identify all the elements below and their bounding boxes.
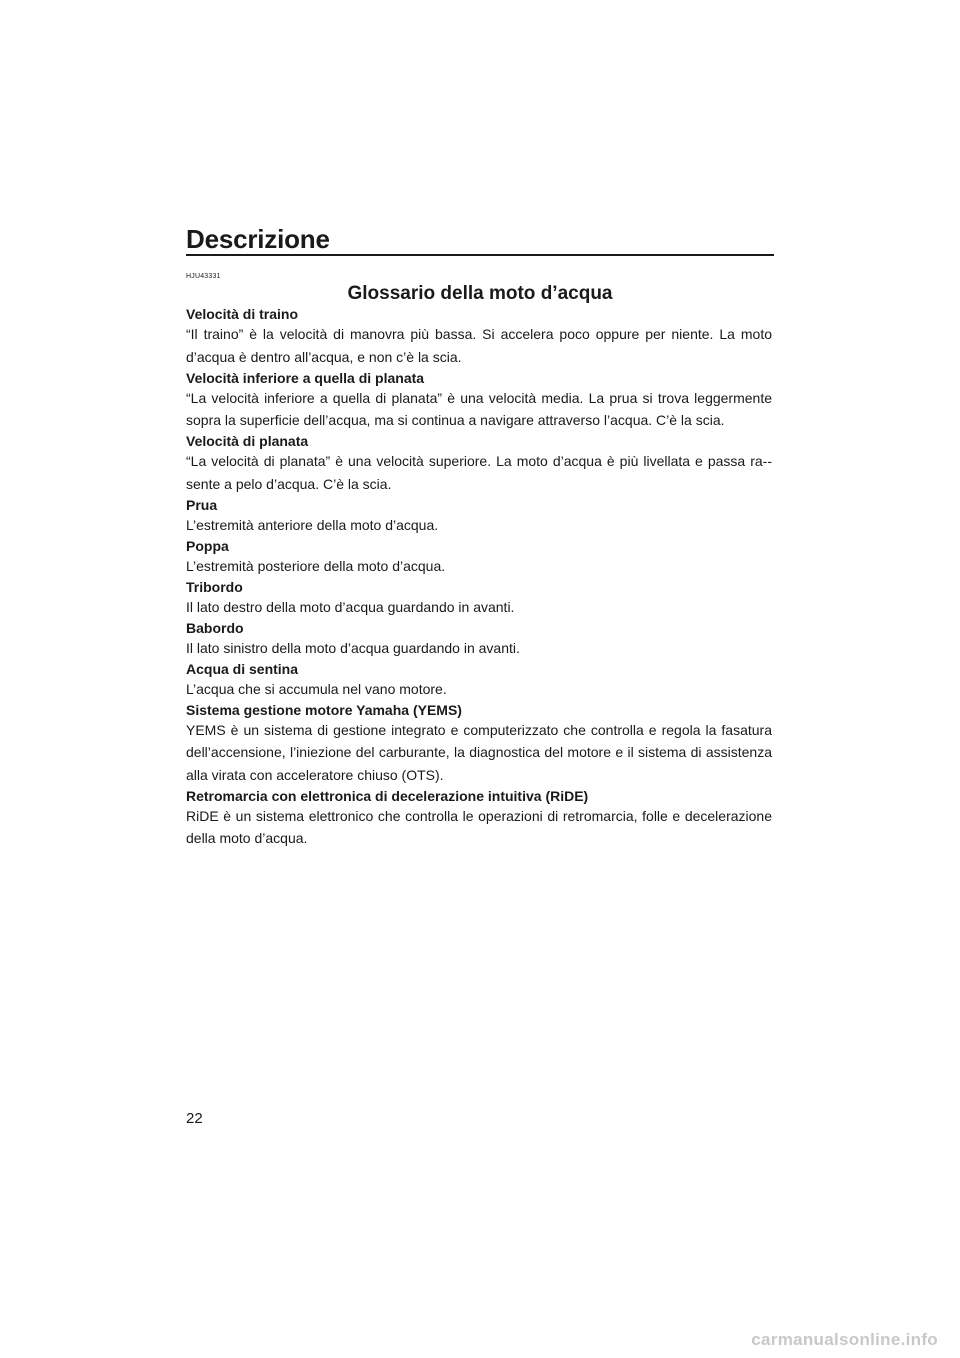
glossary-definition: Il lato destro della moto d’acqua guardando in avanti. [186,598,515,615]
glossary-entry [186,432,772,495]
glossary-definition: “Il traino” è la velocità di manovra più bassa. Si accelera poco oppure per niente. La moto d’acqua è dentro all’acqua, e non c’è la scia. [186,326,772,365]
glossary-definition: L’estremità anteriore della moto d’acqua. [186,516,439,533]
glossary-definition: “La velocità inferiore a quella di planata” è una velocità media. La prua si trova leggermente sopra la superficie dell’acqua, ma si continua a navigare attraverso l’acqua. C’è la scia. [186,389,772,428]
glossary-term: Babordo [186,619,244,636]
glossary-entry [186,537,772,578]
glossary-definition: L’acqua che si accumula nel vano motore. [186,680,447,697]
glossary-entry [186,496,772,537]
glossary-definition: “La velocità di planata” è una velocità superiore. La moto d’acqua è più livellata e passa ra-sente a pelo d’acqua. C’è la scia. [186,453,772,492]
glossary-term: Poppa [186,537,229,554]
glossary-entry [186,578,772,619]
glossary-entry [186,619,772,660]
glossary-term: Acqua di sentina [186,660,299,677]
glossary-term: Retromarcia con elettronica di decelerazione intuitiva (RiDE) [186,787,589,804]
watermark-text: carmanualsonline.info [751,1330,938,1349]
glossary-definition: L’estremità posteriore della moto d’acqua. [186,557,446,574]
glossary-entry [186,660,772,701]
glossary-term: Tribordo [186,578,243,595]
glossary-definition: YEMS è un sistema di gestione integrato e computerizzato che controlla e regola la fasatura dell’accensione, l’iniezione del carburante, la diagnostica del motore e il sistema di assistenza alla virata con acceleratore chiuso (OTS). [186,721,772,783]
glossary-entry [186,305,772,368]
glossary-entry [186,701,772,787]
glossary-definition: Il lato sinistro della moto d’acqua guardando in avanti. [186,639,520,656]
glossary-term: Prua [186,496,218,513]
glossary-term: Velocità di planata [186,433,309,449]
page-section-title: Descrizione [186,224,330,254]
glossary-term: Sistema gestione motore Yamaha (YEMS) [186,701,462,718]
page-number: 22 [186,1110,203,1127]
glossary-term: Velocità di traino [186,306,299,322]
glossary-definition: RiDE è un sistema elettronico che controlla le operazioni di retromarcia, folle e decelerazione della moto d’acqua. [186,807,772,846]
title-divider [186,254,774,256]
glossary-list [186,305,772,850]
glossary-term: Velocità inferiore a quella di planata [186,369,425,386]
glossary-heading: Glossario della moto d’acqua [347,283,613,304]
glossary-entry [186,369,772,432]
glossary-entry [186,787,772,850]
reference-code: HJU43331 [186,273,221,280]
